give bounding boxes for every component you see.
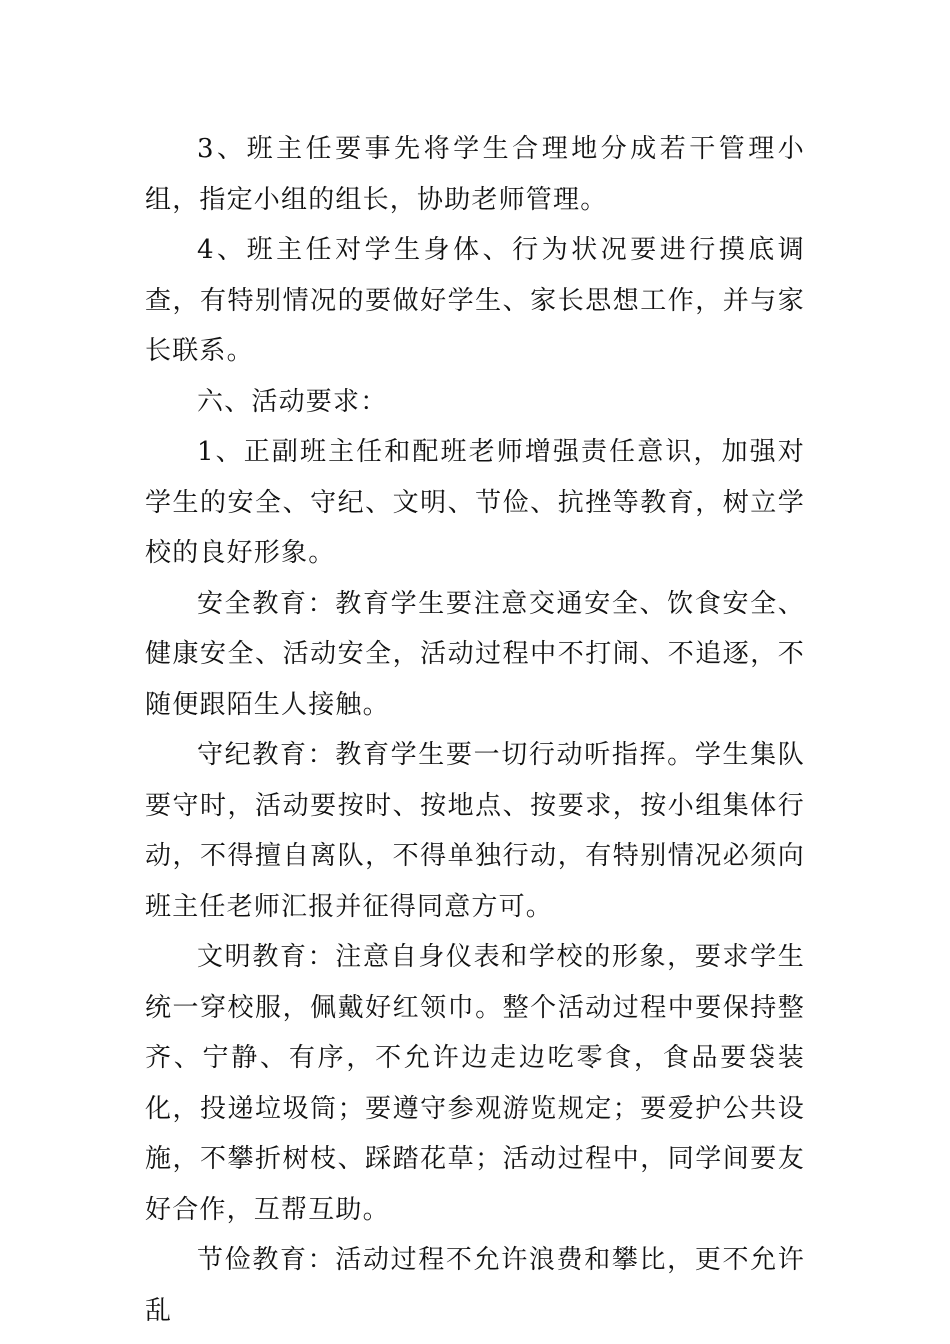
paragraph-discipline-education: 守纪教育：教育学生要一切行动听指挥。学生集队要守时，活动要按时、按地点、按要求，按小组集体行动，不得擅自离队，不得单独行动，有特别情况必须向班主任老师汇报并征得同意方可。	[145, 740, 805, 922]
document-body	[145, 124, 805, 1336]
paragraph-class-teacher-groups: 3、班主任要事先将学生合理地分成若干管理小组，指定小组的组长，协助老师管理。	[145, 134, 805, 215]
section-heading-activity-requirements: 六、活动要求：	[197, 386, 388, 417]
paragraph-safety-education: 安全教育：教育学生要注意交通安全、饮食安全、健康安全、活动安全，活动过程中不打闹、不追逐，不随便跟陌生人接触。	[145, 588, 805, 720]
paragraph-class-teacher-survey: 4、班主任对学生身体、行为状况要进行摸底调查，有特别情况的要做好学生、家长思想工作，并与家长联系。	[145, 235, 805, 366]
paragraph-responsibility: 1、正副班主任和配班老师增强责任意识，加强对学生的安全、守纪、文明、节俭、抗挫等教育，树立学校的良好形象。	[145, 437, 805, 568]
paragraph-civility-education: 文明教育：注意自身仪表和学校的形象，要求学生统一穿校服，佩戴好红领巾。整个活动过程中要保持整齐、宁静、有序，不允许边走边吃零食，食品要袋装化，投递垃圾筒；要遵守参观游览规定；要爱护公共设施，不攀折树枝、踩踏花草；活动过程中，同学间要友好合作，互帮互助。	[145, 942, 805, 1225]
paragraph-thrift-education: 节俭教育：活动过程不允许浪费和攀比，更不允许乱	[145, 1245, 805, 1326]
